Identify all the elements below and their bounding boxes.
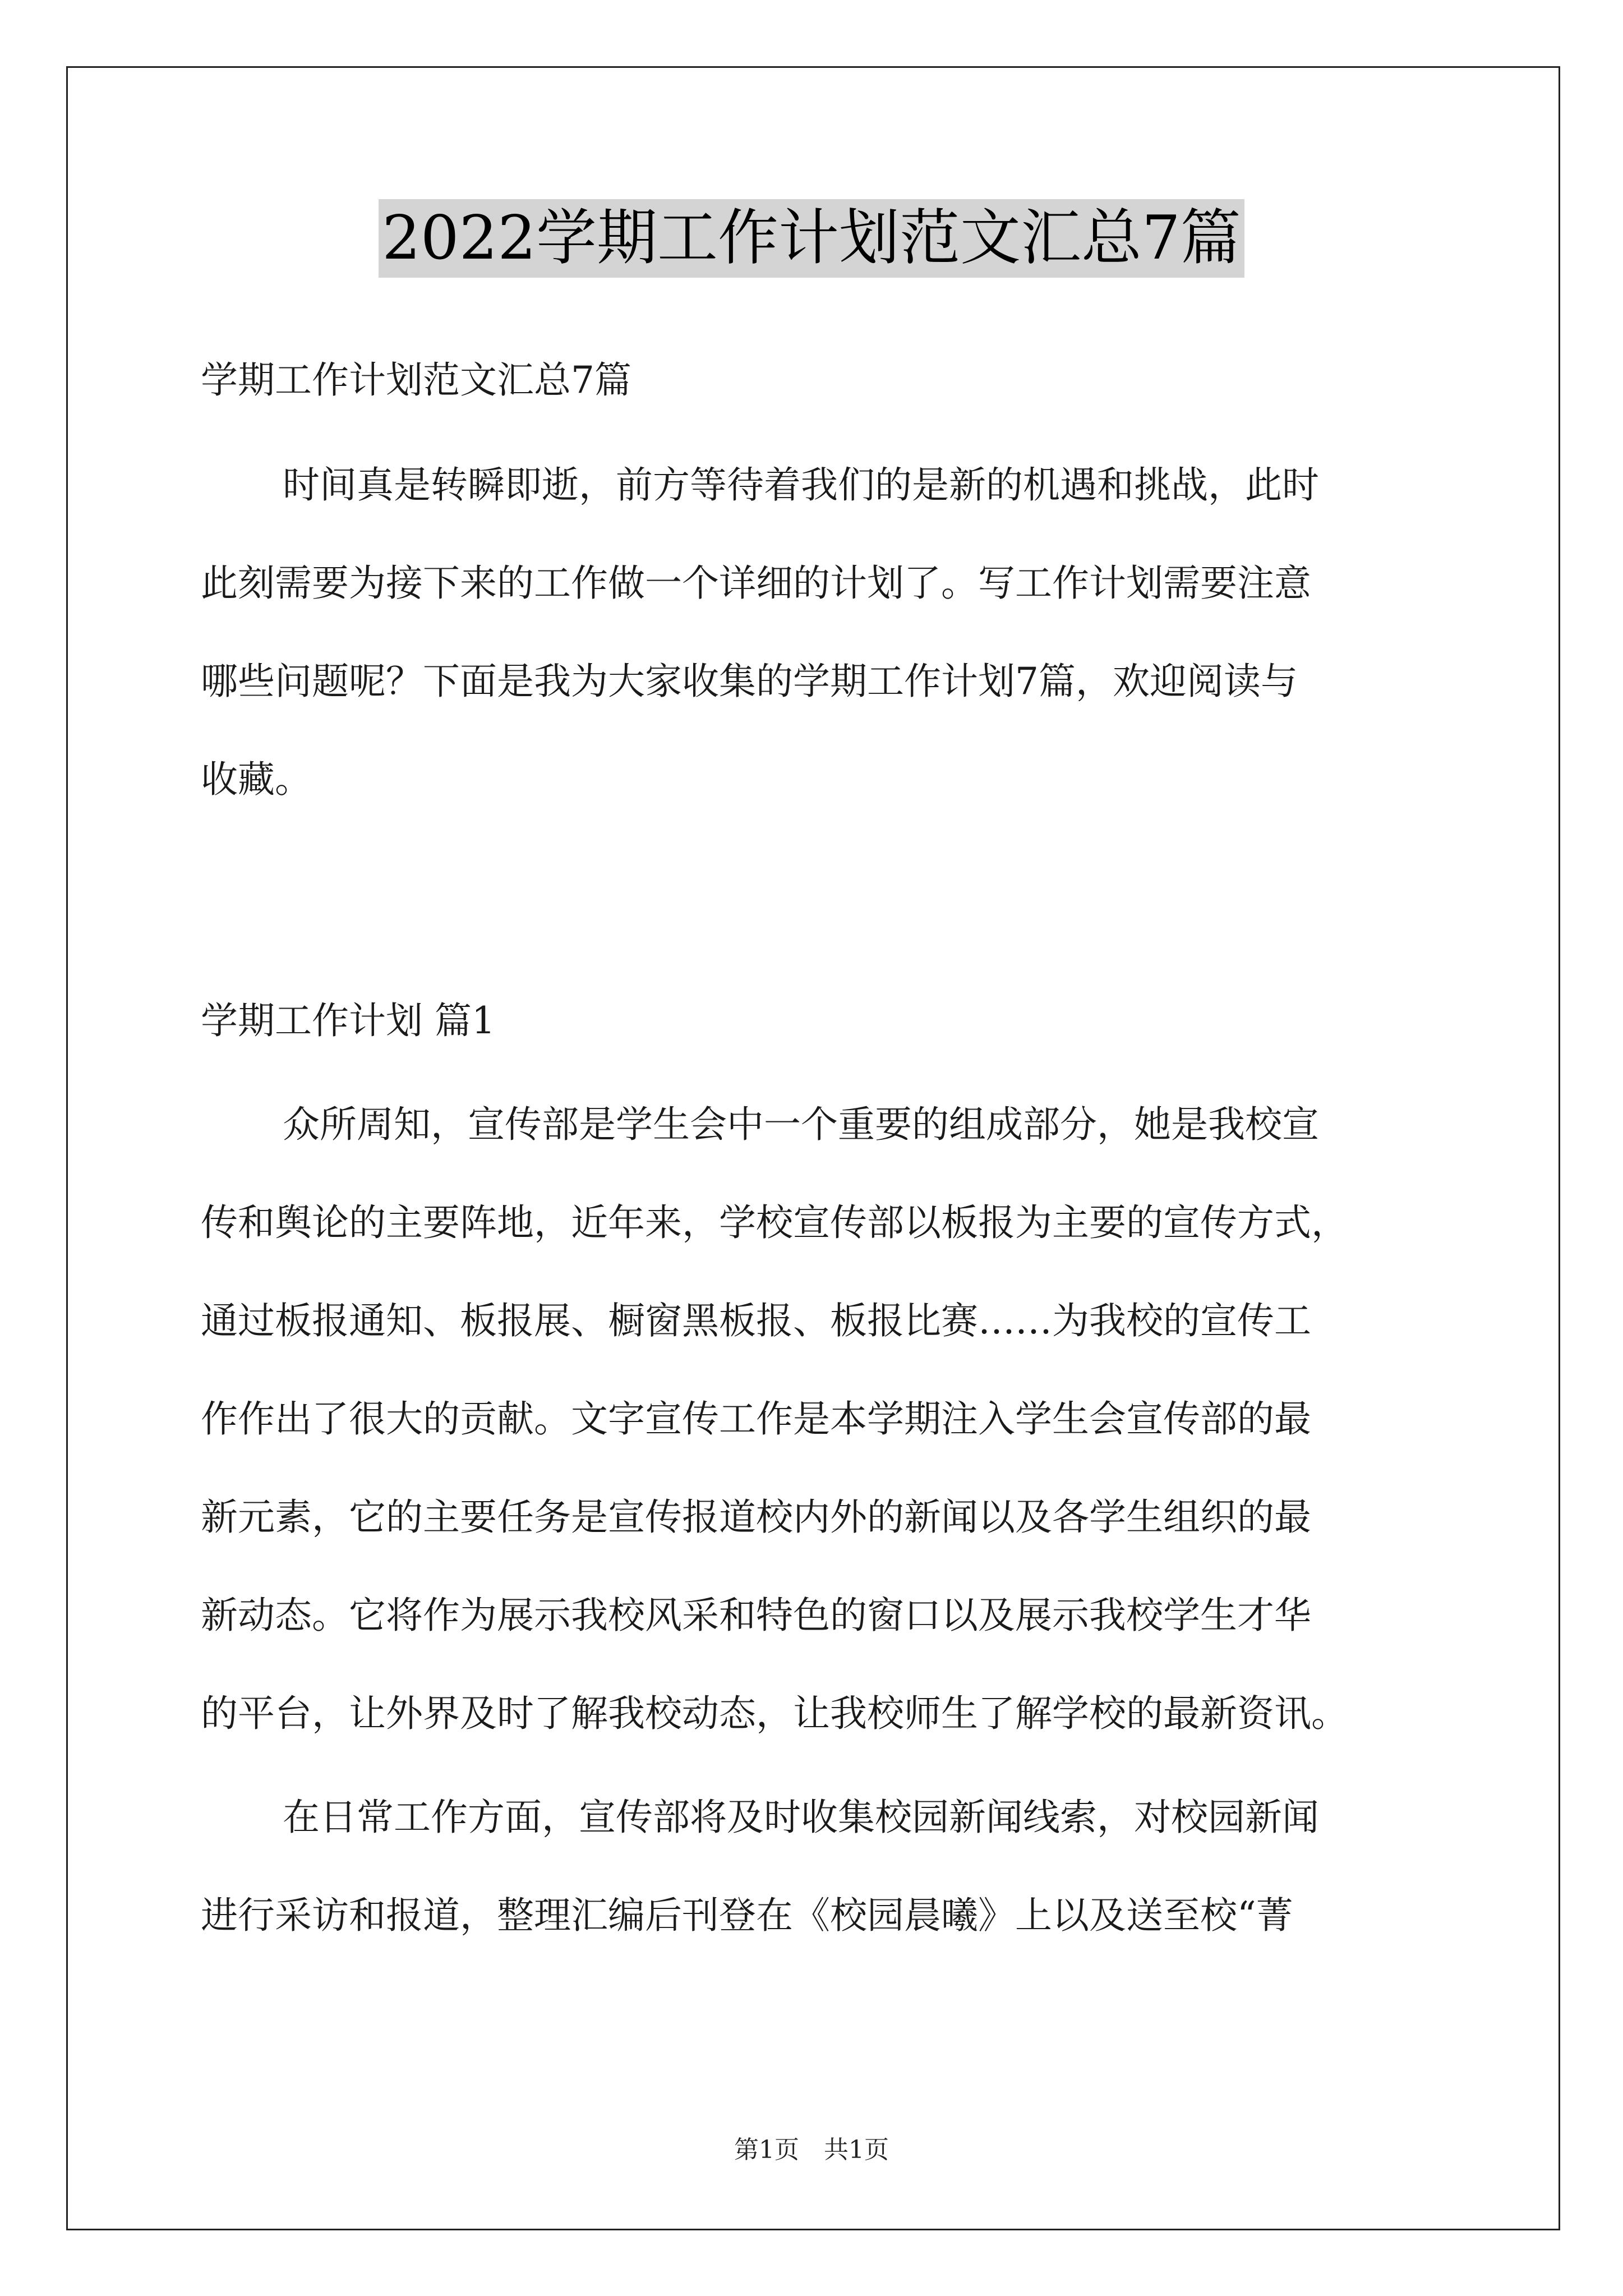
paragraph-line: 在日常工作方面，宣传部将及时收集校园新闻线索，对校园新闻 [283,1796,1319,1839]
intro-line-1: 时间真是转瞬即逝，前方等待着我们的是新的机遇和挑战，此时 [283,463,1319,507]
paragraph-line: 的平台，让外界及时了解我校动态，让我校师生了解学校的最新资讯。 [201,1692,1348,1735]
paragraph-line: 进行采访和报道，整理汇编后刊登在《校园晨曦》上以及送至校“菁 [201,1894,1293,1937]
intro-line-2: 此刻需要为接下来的工作做一个详细的计划了。写工作计划需要注意 [201,562,1311,605]
document-subtitle: 学期工作计划范文汇总7篇 [201,358,631,402]
intro-line-4: 收藏。 [201,758,312,801]
paragraph-line: 通过板报通知、板报展、橱窗黑板报、板报比赛……为我校的宣传工 [201,1299,1311,1342]
paragraph-line: 新元素，它的主要任务是宣传报道校内外的新闻以及各学生组织的最 [201,1496,1311,1539]
document-title: 2022学期工作计划范文汇总7篇 [379,199,1244,278]
section-heading: 学期工作计划 篇1 [201,999,495,1042]
paragraph-line: 传和舆论的主要阵地，近年来，学校宣传部以板报为主要的宣传方式， [201,1201,1348,1244]
paragraph-line: 众所周知，宣传部是学生会中一个重要的组成部分，她是我校宣 [283,1103,1319,1146]
intro-line-3: 哪些问题呢？下面是我为大家收集的学期工作计划7篇，欢迎阅读与 [201,660,1298,703]
page-footer: 第1页 共1页 [734,2136,889,2164]
paragraph-line: 新动态。它将作为展示我校风采和特色的窗口以及展示我校学生才华 [201,1594,1311,1637]
title-container [0,199,1623,278]
paragraph-line: 作作出了很大的贡献。文字宣传工作是本学期注入学生会宣传部的最 [201,1397,1311,1441]
